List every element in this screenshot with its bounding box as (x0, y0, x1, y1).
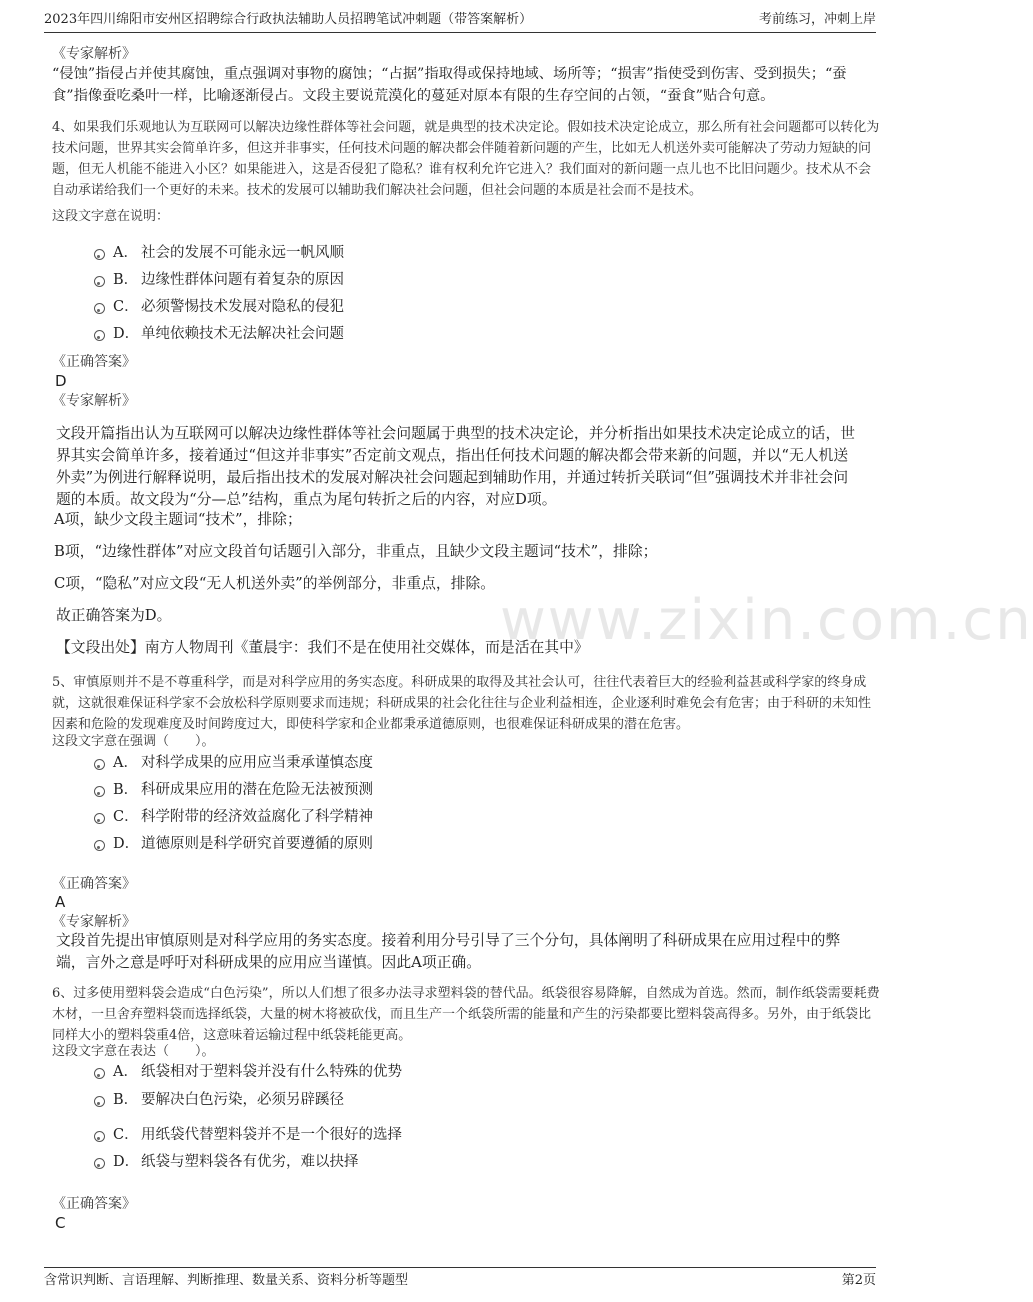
q4-stem: 4、如果我们乐观地认为互联网可以解决边缘性群体等社会问题，就是典型的技术决定论。假如技术决定论成立，那么所有社会问题都可以转化为技术问题，世界其实会简单许多，但这并非事实，任何技术问题的解决都会伴随着新问题的产生，比如无人机送外卖可能解决了劳动力短缺的问题，但无人机能不能进入小区？如果能进入，这是否侵犯了隐私？谁有权利允许它进入？我们面对的新问题一点儿也不比旧问题少。技术从不会自动承诺给我们一个更好的未来。技术的发展可以辅助我们解决社会问题，但社会问题的本质是社会而不是技术。 (52, 120, 880, 198)
radio-icon[interactable] (94, 1068, 105, 1079)
q5-question: 这段文字意在强调（ ）。 (52, 734, 215, 749)
radio-icon[interactable] (94, 330, 105, 341)
header-slogan: 考前练习，冲刺上岸 (758, 12, 876, 27)
q4-analysis-main: 文段开篇指出认为互联网可以解决边缘性群体等社会问题属于典型的技术决定论，并分析指出如果技术决定论成立的话，世界其实会简单许多，接着通过“但这并非事实”否定前文观点，指出任何技术问题的解决都会带来新的问题，并以“无人机送外卖”为例进行解释说明，最后指出技术的发展对解决社会问题起到辅助作用，并通过转折关联词“但”强调技术并非社会问题的本质。故文段为“分—总”结构，重点为尾句转折之后的内容，对应D项。 (56, 425, 856, 508)
q5-option-d[interactable]: D． 道德原则是科学研究首要遵循的原则 (94, 832, 373, 856)
radio-icon[interactable] (94, 1096, 105, 1107)
radio-icon[interactable] (94, 786, 105, 797)
q4-option-c[interactable]: C． 必须警惕技术发展对隐私的侵犯 (94, 295, 344, 319)
header-title: 2023年四川绵阳市安州区招聘综合行政执法辅助人员招聘笔试冲刺题（带答案解析） (44, 12, 533, 27)
q4-analysis-tag: 《专家解析》 (52, 393, 136, 409)
watermark: www.zixin.com.cn (500, 588, 1033, 653)
q6-answer: C (55, 1214, 66, 1232)
q4-analysis-conclusion: 故正确答案为D。 (56, 607, 172, 624)
radio-icon[interactable] (94, 303, 105, 314)
radio-icon[interactable] (94, 759, 105, 770)
page-number: 第2页 (841, 1273, 876, 1288)
q6-question: 这段文字意在表达（ ）。 (52, 1044, 215, 1059)
q4-option-b[interactable]: B． 边缘性群体问题有着复杂的原因 (94, 268, 344, 292)
q4-answer-tag: 《正确答案》 (52, 354, 136, 370)
q6-option-d[interactable]: D． 纸袋与塑料袋各有优劣，难以抉择 (94, 1150, 359, 1174)
q4-analysis-c: C项，“隐私”对应文段“无人机送外卖”的举例部分，非重点，排除。 (54, 575, 496, 592)
q5-option-c[interactable]: C． 科学附带的经济效益腐化了科学精神 (94, 805, 373, 829)
q4-analysis-b: B项，“边缘性群体”对应文段首句话题引入部分，非重点，且缺少文段主题词“技术”，排除； (54, 543, 658, 560)
q5-option-b[interactable]: B． 科研成果应用的潜在危险无法被预测 (94, 778, 373, 802)
q6-answer-tag: 《正确答案》 (52, 1196, 136, 1212)
radio-icon[interactable] (94, 840, 105, 851)
q4-option-a[interactable]: A． 社会的发展不可能永远一帆风顺 (94, 241, 344, 265)
q4-answer: D (55, 372, 67, 390)
q5-analysis-tag: 《专家解析》 (52, 914, 136, 930)
radio-icon[interactable] (94, 813, 105, 824)
q5-answer-tag: 《正确答案》 (52, 876, 136, 892)
q4-option-d[interactable]: D． 单纯依赖技术无法解决社会问题 (94, 322, 344, 346)
q6-option-b[interactable]: B． 要解决白色污染，必须另辟蹊径 (94, 1088, 344, 1112)
radio-icon[interactable] (94, 1158, 105, 1169)
radio-icon[interactable] (94, 1131, 105, 1142)
footer-note: 含常识判断、言语理解、判断推理、数量关系、资料分析等题型 (44, 1273, 409, 1288)
radio-icon[interactable] (94, 249, 105, 260)
radio-icon[interactable] (94, 276, 105, 287)
q5-answer: A (55, 893, 66, 911)
q6-option-c[interactable]: C． 用纸袋代替塑料袋并不是一个很好的选择 (94, 1123, 402, 1147)
q4-source: 【文段出处】南方人物周刊《董晨宇：我们不是在使用社交媒体，而是活在其中》 (56, 639, 589, 656)
prev-analysis-text: “侵蚀”指侵占并使其腐蚀，重点强调对事物的腐蚀；“占据”指取得或保持地域、场所等；“损害”指使受到伤害、受到损失；“蚕食”指像蚕吃桑叶一样，比喻逐渐侵占。文段主要说荒漠化的蔓延对原本有限的生存空间的占领，“蚕食”贴合句意。 (52, 66, 847, 104)
q6-option-a[interactable]: A． 纸袋相对于塑料袋并没有什么特殊的优势 (94, 1060, 402, 1084)
page-footer (44, 1267, 876, 1292)
page-header (44, 10, 876, 33)
prev-analysis-tag: 《专家解析》 (52, 46, 136, 62)
q5-option-a[interactable]: A． 对科学成果的应用应当秉承谨慎态度 (94, 751, 373, 775)
q4-analysis-a: A项，缺少文段主题词“技术”，排除； (54, 511, 302, 528)
q4-question: 这段文字意在说明： (52, 209, 170, 224)
q5-stem: 5、审慎原则并不是不尊重科学，而是对科学应用的务实态度。科研成果的取得及其社会认可，往往代表着巨大的经验利益甚或科学家的终身成就，这就很难保证科学家不会放松科学原则要求而违规；科研成果的社会化往往与企业利益相连，企业逐利时难免会有危害；由于科研的未知性因素和危险的发现难度及时间跨度过大，即使科学家和企业都秉承道德原则，也很难保证科研成果的潜在危害。 (52, 675, 872, 732)
q5-analysis: 文段首先提出审慎原则是对科学应用的务实态度。接着利用分号引导了三个分句，具体阐明了科研成果在应用过程中的弊端，言外之意是呼吁对科研成果的应用应当谨慎。因此A项正确。 (56, 932, 841, 971)
q6-stem: 6、过多使用塑料袋会造成“白色污染”，所以人们想了很多办法寻求塑料袋的替代品。纸袋很容易降解，自然成为首选。然而，制作纸袋需要耗费木材，一旦舍弃塑料袋而选择纸袋，大量的树木将被砍伐，而且生产一个纸袋所需的能量和产生的污染都要比塑料袋高得多。另外，由于纸袋比同样大小的塑料袋重4倍，这意味着运输过程中纸袋耗能更高。 (52, 986, 880, 1043)
